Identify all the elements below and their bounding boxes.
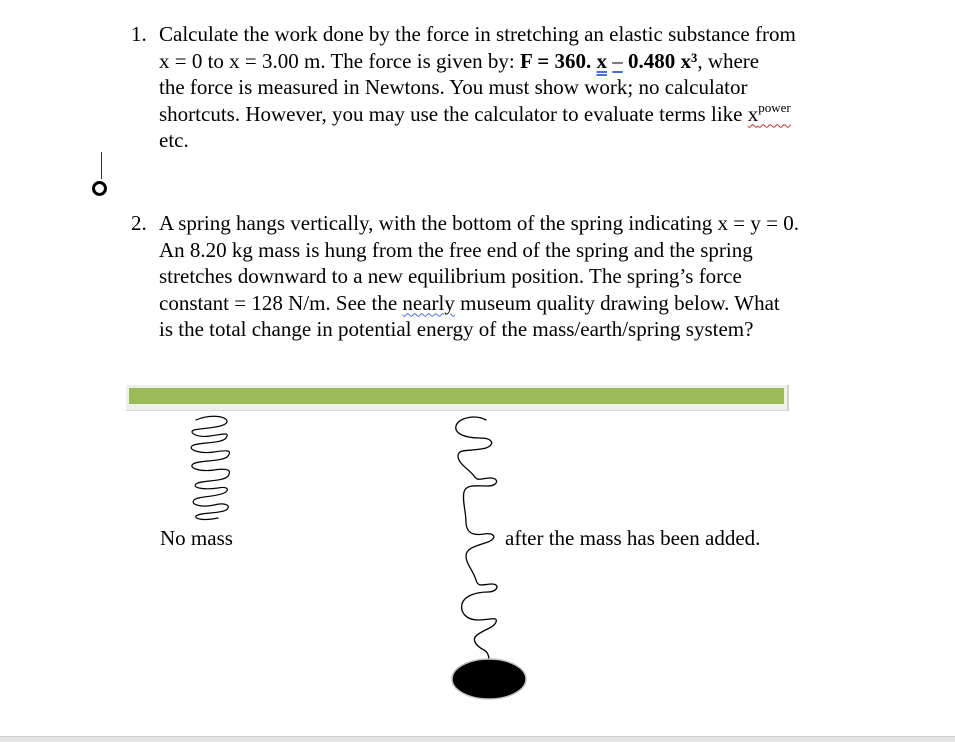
problem-1-line-5: etc. (159, 128, 189, 152)
formula-cubic-term: 0.480 x³ (628, 48, 698, 73)
problem-1-line-2-pre: x = 0 to x = 3.00 m. The force is given by: (159, 48, 520, 73)
problem-2-line-4-pre: constant = 128 N/m. See the (159, 290, 403, 315)
problem-1-line-4-pre: shortcuts. However, you may use the calculator to evaluate terms like (159, 101, 748, 126)
word-nearly: nearly (402, 290, 455, 315)
problem-1-line-3: the force is measured in Newtons. You must show work; no calculator (159, 75, 748, 99)
spring-no-mass (191, 416, 229, 519)
caption-no-mass: No mass (160, 526, 233, 550)
page-bottom-edge (0, 736, 955, 742)
problem-2-line-3: stretches downward to a new equilibrium position. The spring’s force (159, 264, 742, 288)
problem-2-number: 2. (131, 211, 147, 235)
problem-1-line-1: Calculate the work done by the force in stretching an elastic substance from (159, 22, 796, 46)
hanging-mass (452, 659, 526, 699)
problem-2-line-2: An 8.20 kg mass is hung from the free end of the spring and the spring (159, 237, 753, 262)
spring-with-mass (456, 417, 497, 662)
problem-2-line-5: is the total change in potential energy of the mass/earth/spring system? (159, 317, 754, 341)
problem-1-line-2-post: , where (697, 48, 760, 73)
caption-after-mass: after the mass has been added. (505, 526, 761, 550)
problem-1-number: 1. (131, 22, 147, 46)
formula-x: x (596, 48, 608, 73)
formula-minus: – (612, 48, 623, 73)
problem-2-line-1: A spring hangs vertically, with the bottom of the spring indicating x = y = 0. (159, 211, 799, 235)
power-exponent: power (758, 99, 791, 115)
formula-f: F = 360. (520, 48, 592, 73)
power-base: x (747, 101, 759, 126)
problem-2-line-4-post: museum quality drawing below. What (454, 290, 780, 315)
